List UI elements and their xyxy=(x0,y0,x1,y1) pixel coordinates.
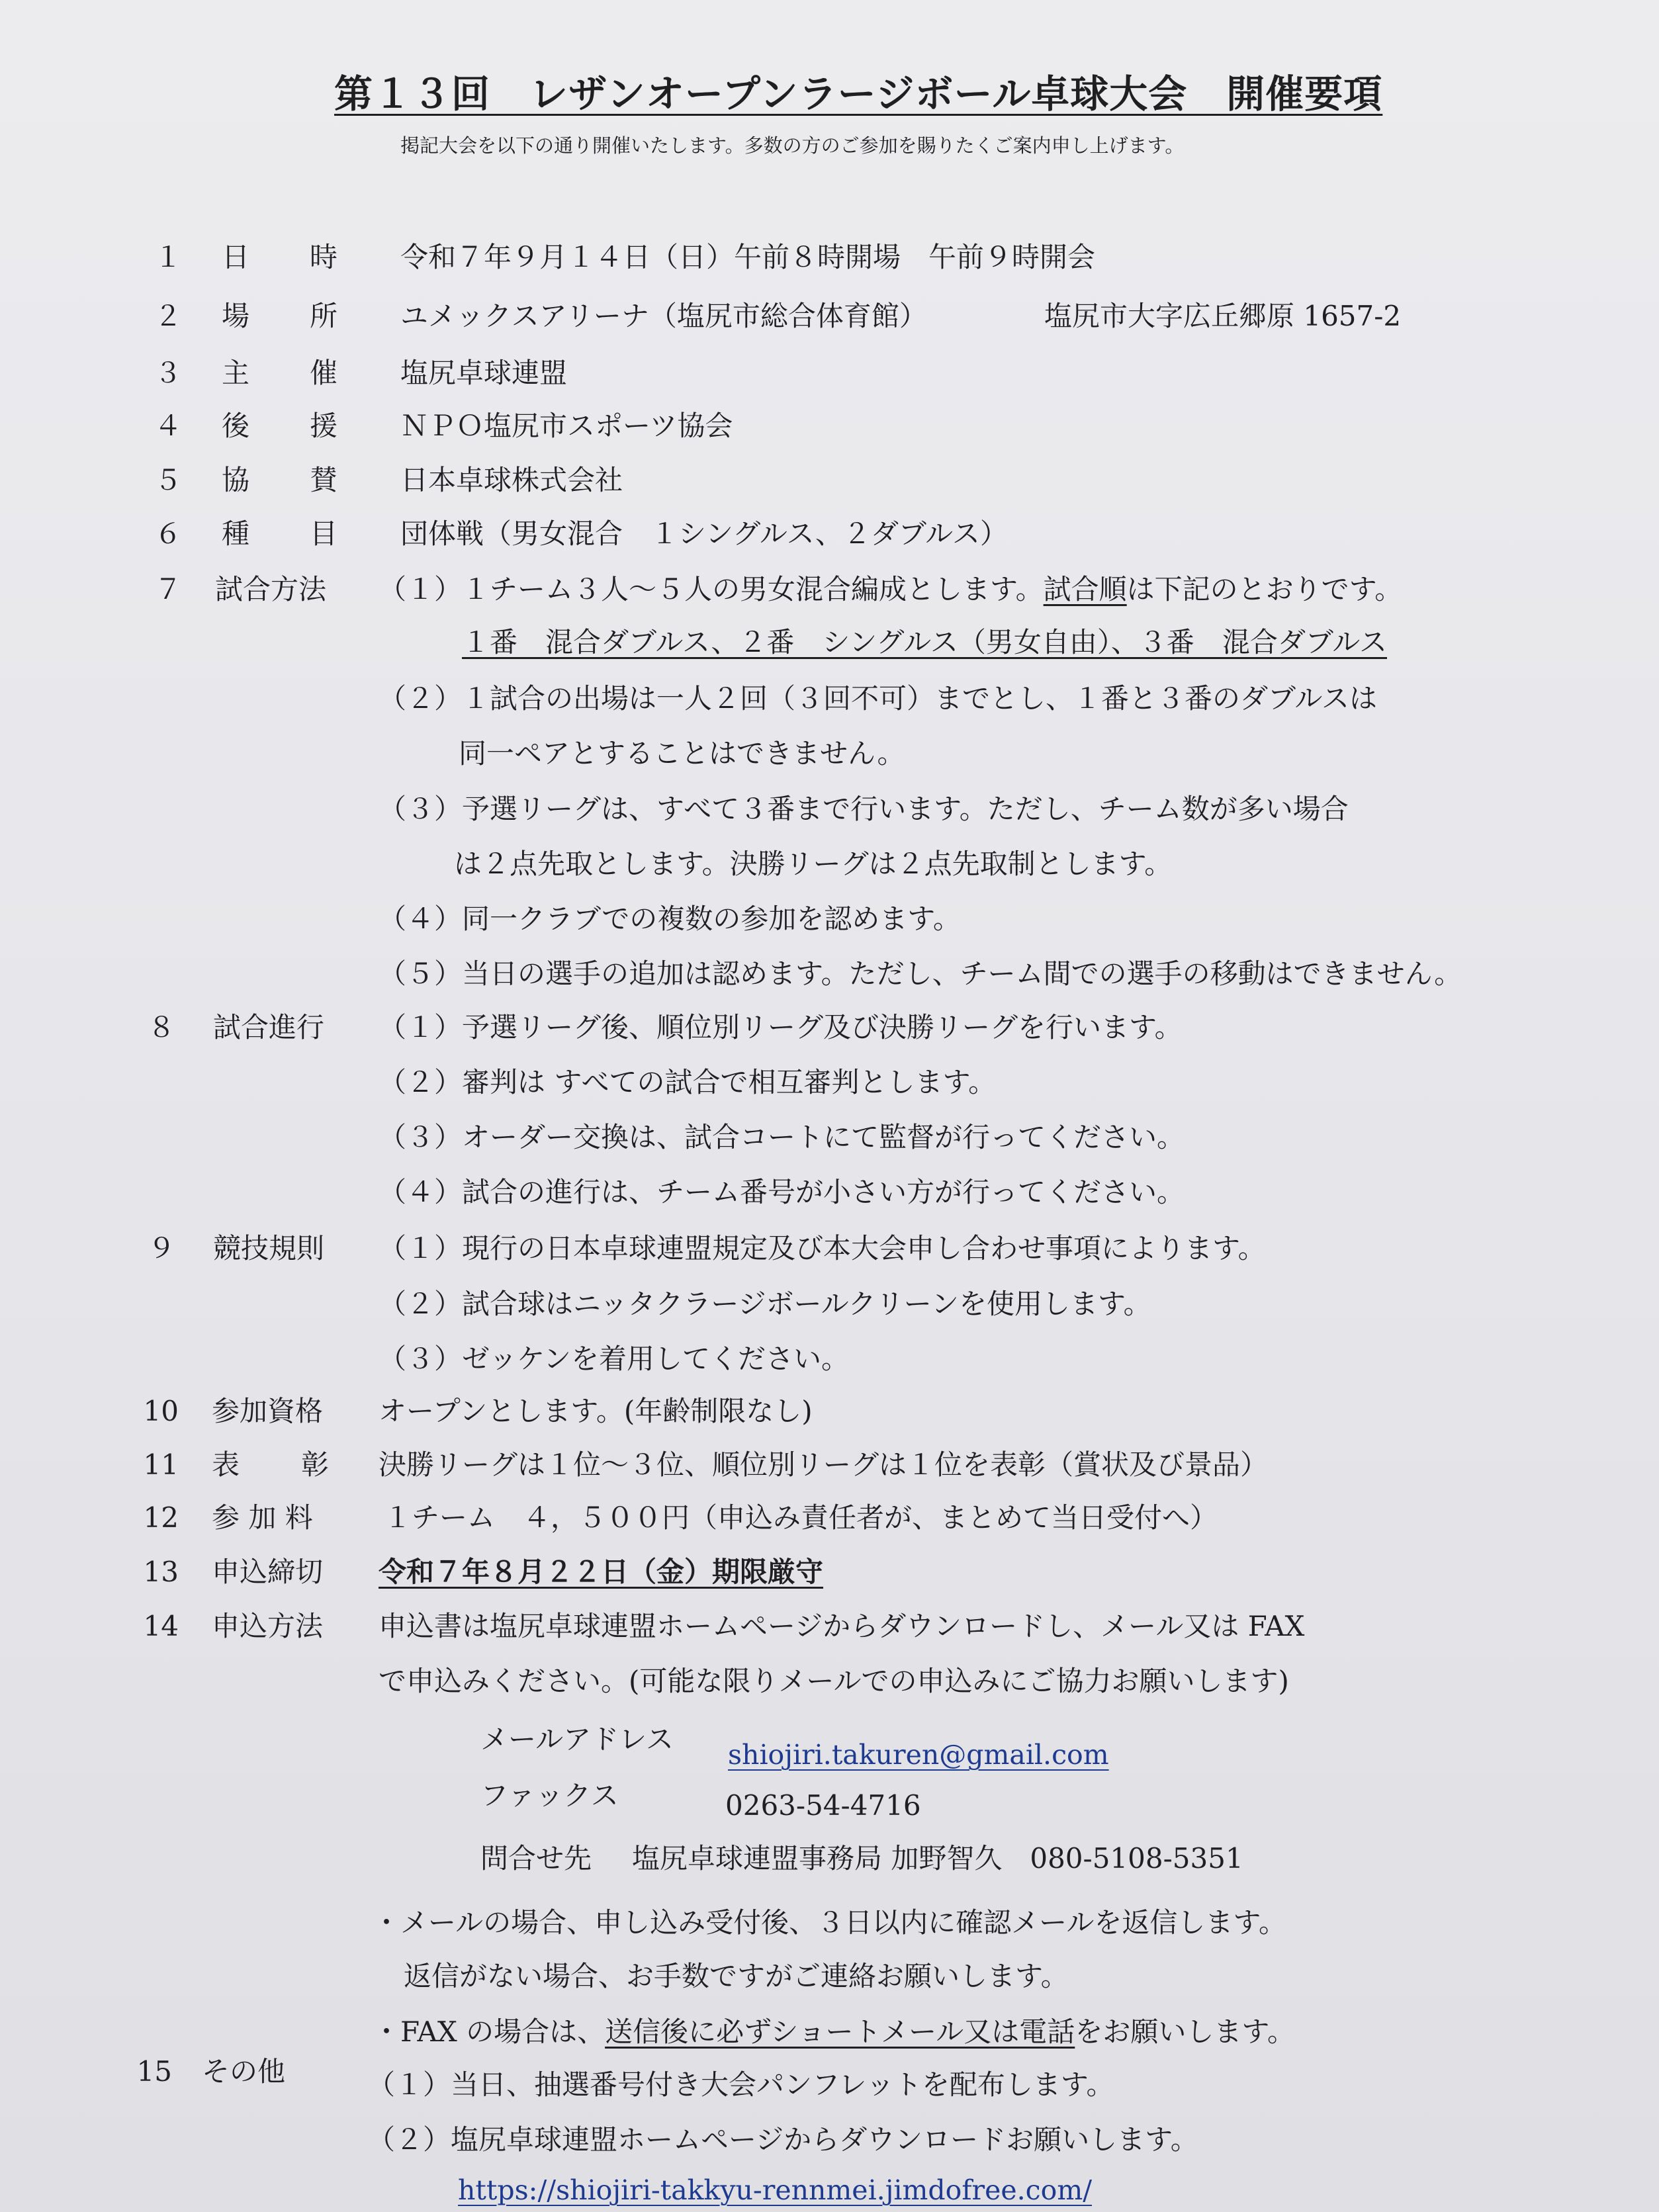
item-label: 後 xyxy=(222,410,250,442)
item-value: 決勝リーグは１位～３位、順位別リーグは１位を表彰（賞状及び景品） xyxy=(379,1448,1269,1481)
item-label: 彰 xyxy=(301,1448,330,1481)
item-value: １チーム ４，５００円（申込み責任者が、まとめて当日受付へ） xyxy=(384,1501,1218,1534)
item-number: ７ xyxy=(154,573,182,605)
email-label: メールアドレス xyxy=(480,1723,674,1755)
fax-number: 0263-54-4716 xyxy=(725,1789,921,1822)
fax-label: ファックス xyxy=(480,1779,619,1812)
item-label: 場 xyxy=(222,300,250,332)
item-label: 所 xyxy=(310,300,338,332)
item-label: 賛 xyxy=(310,464,338,496)
item-label: 目 xyxy=(310,517,338,550)
contact-label: 問合せ先 xyxy=(480,1842,592,1875)
application-note: 返信がない場合、お手数ですがご連絡お願いします。 xyxy=(404,1960,1069,1992)
item-value: ユメックスアリーナ（塩尻市総合体育館） xyxy=(400,300,927,332)
document-subtitle: 掲記大会を以下の通り開催いたします。多数の方のご参加を賜りたくご案内申し上げます。 xyxy=(400,134,1185,157)
item-value: 塩尻卓球連盟 xyxy=(400,357,568,389)
rules-line: （３）ゼッケンを着用してください。 xyxy=(379,1343,850,1375)
item-label: 援 xyxy=(310,410,338,442)
match-format-line: （２）１試合の出場は一人２回（３回不可）までとし、１番と３番のダブルスは xyxy=(379,682,1378,715)
deadline-value: 令和７年８月２２日（金）期限厳守 xyxy=(379,1556,824,1588)
other-line: （２）塩尻卓球連盟ホームページからダウンロードお願いします。 xyxy=(367,2123,1198,2156)
match-progress-line: （２）審判は すべての試合で相互審判とします。 xyxy=(379,1066,997,1098)
application-note: ・メールの場合、申し込み受付後、３日以内に確認メールを返信します。 xyxy=(373,1906,1286,1939)
homepage-link[interactable]: https://shiojiri-takkyu-rennmei.jimdofree.com/ xyxy=(458,2174,1093,2206)
item-label: 参 加 料 xyxy=(212,1501,313,1534)
item-label: 催 xyxy=(310,357,338,389)
item-label: 日 xyxy=(222,241,250,273)
email-link[interactable]: shiojiri.takuren@gmail.com xyxy=(728,1739,1109,1771)
item-number: ３ xyxy=(154,357,182,389)
item-number: ４ xyxy=(154,410,182,442)
item-number: 10 xyxy=(143,1395,179,1427)
item-number: ５ xyxy=(154,464,182,496)
match-format-line: （５）当日の選手の追加は認めます。ただし、チーム間での選手の移動はできません。 xyxy=(379,957,1462,990)
item-label: 種 xyxy=(222,517,250,550)
item-number: ９ xyxy=(147,1232,175,1264)
item-label: 主 xyxy=(222,357,250,389)
match-format-line: は２点先取とします。決勝リーグは２点先取制とします。 xyxy=(454,848,1173,880)
match-progress-line: （１）予選リーグ後、順位別リーグ及び決勝リーグを行います。 xyxy=(379,1011,1183,1043)
contact-value: 塩尻卓球連盟事務局 加野智久 080-5108-5351 xyxy=(632,1842,1243,1875)
item-label: 試合方法 xyxy=(215,573,327,605)
match-format-line: （３）予選リーグは、すべて３番まで行います。ただし、チーム数が多い場合 xyxy=(379,793,1349,825)
match-format-line: （１）１チーム３人～５人の男女混合編成とします。試合順は下記のとおりです。 xyxy=(379,573,1403,605)
item-label: 試合進行 xyxy=(213,1011,325,1043)
item-value: 日本卓球株式会社 xyxy=(400,464,623,496)
item-label: 競技規則 xyxy=(213,1232,325,1264)
match-progress-line: （３）オーダー交換は、試合コートにて監督が行ってください。 xyxy=(379,1121,1185,1153)
item-value: 団体戦（男女混合 １シングルス、２ダブルス） xyxy=(400,517,1008,550)
application-line: 申込書は塩尻卓球連盟ホームページからダウンロードし、メール又は FAX xyxy=(379,1610,1305,1642)
application-line: で申込みください。(可能な限りメールでの申込みにご協力お願いします) xyxy=(379,1665,1289,1697)
match-order-line: １番 混合ダブルス、２番 シングルス（男女自由）、３番 混合ダブルス xyxy=(462,626,1387,658)
application-note: ・FAX の場合は、送信後に必ずショートメール又は電話をお願いします。 xyxy=(373,2015,1295,2048)
item-number: 14 xyxy=(143,1610,179,1642)
item-value: 令和７年９月１４日（日）午前８時開場 午前９時開会 xyxy=(400,241,1096,273)
other-line: （１）当日、抽選番号付き大会パンフレットを配布します。 xyxy=(367,2068,1114,2101)
item-value: ＮＰＯ塩尻市スポーツ協会 xyxy=(400,410,733,442)
item-label: 協 xyxy=(222,464,250,496)
item-label: 時 xyxy=(310,241,338,273)
item-label: 表 xyxy=(212,1448,240,1481)
document-title: 第１３回 レザンオープンラージボール卓球大会 開催要項 xyxy=(334,71,1383,116)
item-value: オープンとします。(年齢制限なし) xyxy=(379,1395,813,1427)
item-label: 参加資格 xyxy=(212,1395,324,1427)
rules-line: （２）試合球はニッタクラージボールクリーンを使用します。 xyxy=(379,1288,1151,1320)
item-number: ２ xyxy=(154,300,182,332)
match-progress-line: （４）試合の進行は、チーム番号が小さい方が行ってください。 xyxy=(379,1176,1185,1208)
item-number: 15 xyxy=(136,2055,172,2088)
match-format-line: 同一ペアとすることはできません。 xyxy=(459,737,905,770)
item-label: 申込締切 xyxy=(212,1556,324,1588)
item-label: 申込方法 xyxy=(212,1610,324,1642)
item-label: その他 xyxy=(202,2055,286,2088)
rules-line: （１）現行の日本卓球連盟規定及び本大会申し合わせ事項によります。 xyxy=(379,1232,1266,1264)
item-number: 12 xyxy=(143,1501,179,1534)
venue-address: 塩尻市大字広丘郷原 1657-2 xyxy=(1044,300,1402,332)
item-number: ６ xyxy=(154,517,182,550)
item-number: １ xyxy=(154,241,182,273)
item-number: 11 xyxy=(143,1448,179,1481)
item-number: 13 xyxy=(143,1556,179,1588)
match-format-line: （４）同一クラブでの複数の参加を認めます。 xyxy=(379,903,961,935)
item-number: ８ xyxy=(147,1011,175,1043)
